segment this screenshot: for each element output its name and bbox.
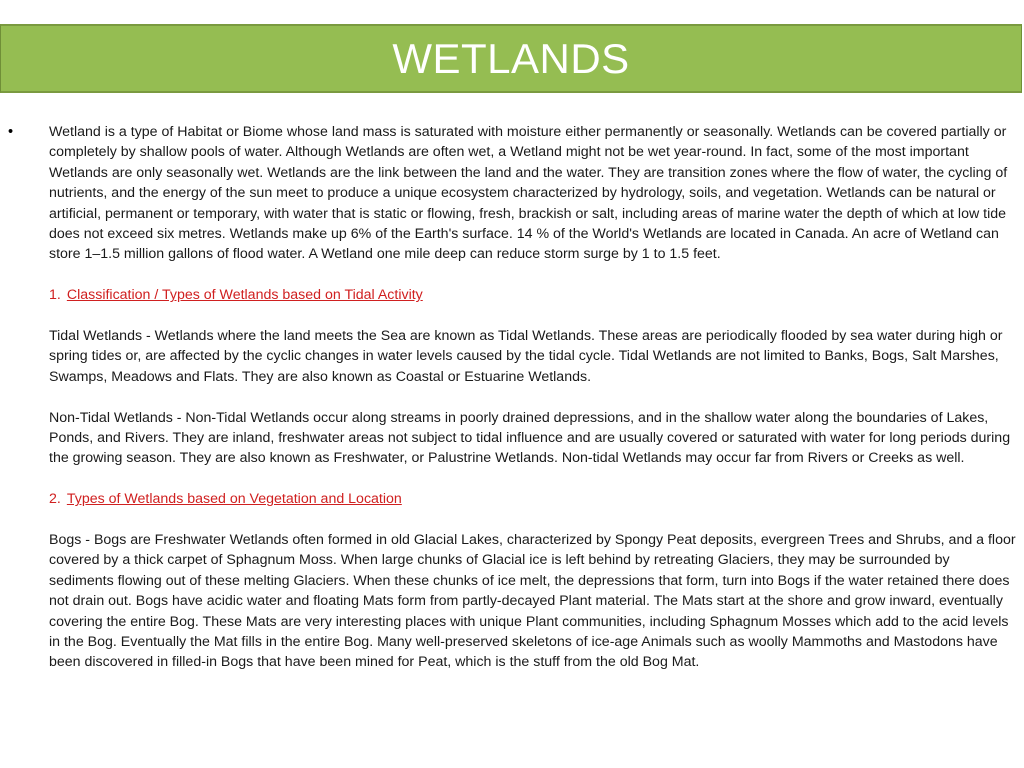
page-title: WETLANDS (392, 34, 630, 82)
section-2-heading (49, 489, 1017, 509)
section-2-link[interactable]: Types of Wetlands based on Vegetation and Location (66, 491, 402, 508)
intro-paragraph: Wetland is a type of Habitat or Biome whose land mass is saturated with moisture either permanently or seasonally. Wetlands can be covered partially or completely by shallow pools of water. Although Wetlands are often wet, a Wetland might not be wet year-round. In fact, some of the most important Wetlands are only seasonally wet. Wetlands are the link between the land and the water. They are transition zones where the flow of water, the cycling of nutrients, and the energy of the sun meet to produce a unique ecosystem characterized by hydrology, soils, and vegetation. Wetlands can be natural or artificial, permanent or temporary, with water that is static or flowing, fresh, brackish or salt, including areas of marine water the depth of which at low tide does not exceed six metres. Wetlands make up 6% of the Earth's surface. 14 % of the World's Wetlands are located in Canada. An acre of Wetland can store 1–1.5 million gallons of flood water. A Wetland one mile deep can reduce storm surge by 1 to 1.5 feet. (49, 124, 1008, 263)
bogs-paragraph: Bogs - Bogs are Freshwater Wetlands often formed in old Glacial Lakes, characterized by Spongy Peat deposits, evergreen Trees and Shrubs, and a floor covered by a thick carpet of Sphagnum Moss. When large chunks of Glacial ice is left behind by retreating Glaciers, they may be surrounded by sediments flowing out of these melting Glaciers. When these chunks of ice melt, the depressions that form, turn into Bogs if the water retained there does not drain out. Bogs have acidic water and floating Mats form from partly-decayed Plant material. The Mats start at the shore and grow inward, eventually covering the entire Bog. These Mats are very interesting places with unique Plant communities, including Sphagnum Mosses which add to the acid levels in the Bog. Eventually the Mat fills in the entire Bog. Many well-preserved skeletons of ice-age Animals such as woolly Mammoths and Mastodons have been discovered in filled-in Bogs that have been mined for Peat, which is the stuff from the old Bog Mat. (49, 532, 1016, 671)
bullet-marker: • (8, 124, 14, 140)
title-bar (0, 24, 1022, 93)
section-1-link[interactable]: Classification / Types of Wetlands based on Tidal Activity (66, 287, 423, 304)
tidal-wetlands-paragraph: Tidal Wetlands - Wetlands where the land meets the Sea are known as Tidal Wetlands. These areas are periodically flooded by sea water during high or spring tides or, are affected by the cyclic changes in water levels caused by the tidal cycle. Tidal Wetlands are not limited to Banks, Bogs, Salt Marshes, Swamps, Meadows and Flats. They are also known as Coastal or Estuarine Wetlands. (49, 328, 1003, 385)
body-text (49, 122, 1017, 693)
non-tidal-wetlands-paragraph: Non-Tidal Wetlands - Non-Tidal Wetlands occur along streams in poorly drained depressions, and in the shallow water along the boundaries of Lakes, Ponds, and Rivers. They are inland, freshwater areas not subject to tidal influence and are usually covered or saturated with water for long periods during the growing season. They are also known as Freshwater, or Palustrine Wetlands. Non-tidal Wetlands may occur far from Rivers or Creeks as well. (49, 409, 1011, 467)
section-1-number: 1. (49, 287, 61, 304)
section-1-heading (49, 285, 1017, 305)
section-2-number: 2. (49, 491, 61, 508)
